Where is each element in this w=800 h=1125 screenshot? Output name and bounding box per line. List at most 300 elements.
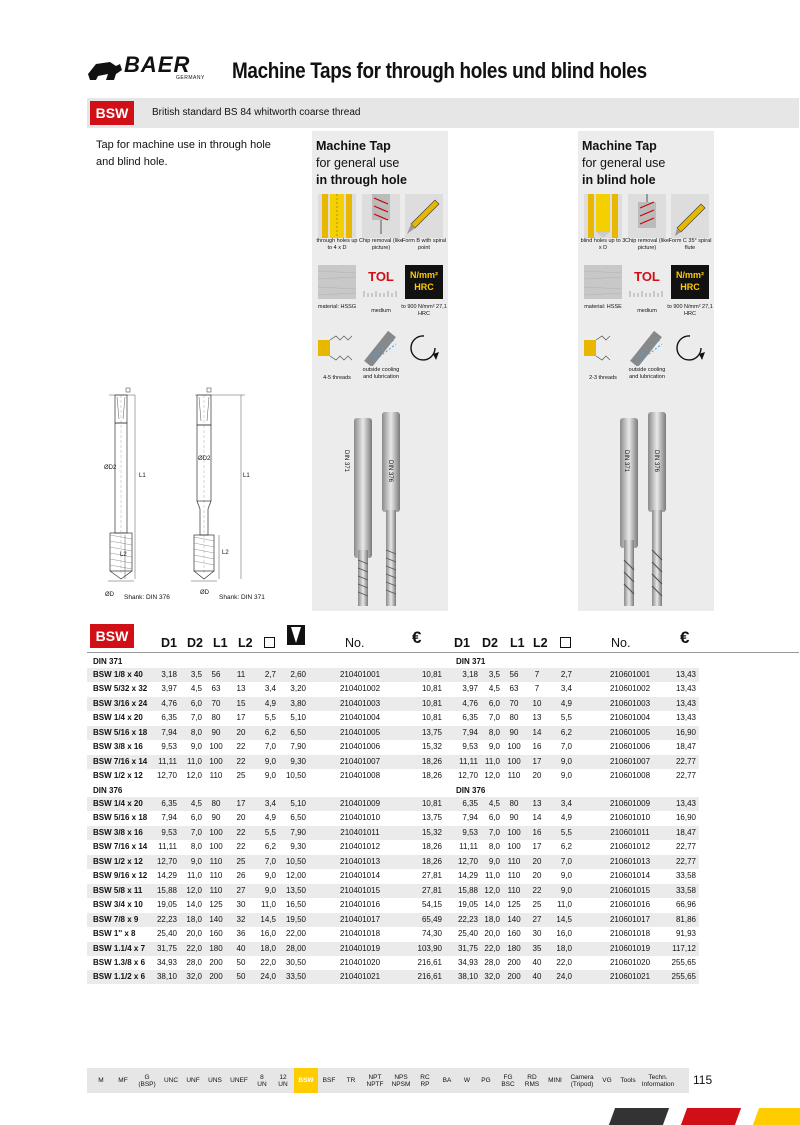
row-cell: 210601011: [610, 827, 650, 837]
row-cell: 4,9: [560, 813, 572, 823]
row-cell: 13: [532, 713, 542, 723]
row-size: BSW 3/8 x 16: [93, 827, 143, 837]
row-cell: 31,75: [156, 943, 177, 953]
row-cell: 80: [509, 713, 519, 723]
row-cell: 210401012: [339, 842, 381, 852]
row-cell: 9,0: [488, 856, 500, 866]
row-size: BSW 7/16 x 14: [93, 756, 148, 766]
row-cell: 9,0: [264, 871, 276, 881]
row-cell: 210601008: [609, 771, 651, 781]
panel2-cap-hrc: to 900 N/mm² 27,1 HRC: [667, 304, 713, 317]
row-cell: 3,18: [462, 670, 478, 679]
nav-item-rd[interactable]: RD RMS: [524, 1073, 540, 1088]
row-cell: 210601017: [609, 914, 651, 924]
row-cell: 16,0: [260, 929, 276, 939]
nav-item-tools[interactable]: Tools: [620, 1077, 636, 1084]
blind-hole-icon: [584, 194, 622, 238]
row-cell: 13,43: [675, 799, 696, 808]
row-cell: 3,80: [290, 698, 306, 708]
row-cell: 9,53: [462, 827, 478, 837]
row-cell: 200: [507, 957, 521, 967]
th-d2-right: D2: [482, 636, 498, 650]
row-cell: 210601005: [609, 727, 651, 737]
row-cell: 34,93: [156, 957, 177, 967]
row-cell: 110: [209, 856, 223, 866]
row-cell: 18,0: [260, 943, 276, 953]
row-cell: 10,50: [285, 856, 306, 866]
row-cell: 35: [532, 943, 542, 953]
row-cell: 90: [509, 813, 519, 823]
row-cell: 160: [209, 929, 223, 939]
row-cell: 5,10: [290, 799, 306, 808]
row-cell: 26: [236, 871, 246, 881]
nav-item-12[interactable]: 12 UN: [278, 1073, 288, 1088]
nav-item-techn[interactable]: Techn. Information: [641, 1073, 675, 1088]
row-size: BSW 3/8 x 16: [93, 742, 143, 752]
row-cell: 13,43: [675, 713, 696, 723]
row-cell: 22: [236, 842, 246, 852]
brand-name: BAER: [124, 52, 191, 77]
row-cell: 3,4: [560, 799, 572, 808]
row-cell: 103,90: [417, 943, 442, 953]
nav-item-unf[interactable]: UNF: [186, 1077, 200, 1084]
row-cell: 10,81: [421, 698, 442, 708]
row-cell: 22,23: [156, 914, 177, 924]
table-row: [87, 884, 699, 898]
row-cell: 9,0: [560, 756, 572, 766]
row-cell: 210401014: [339, 871, 381, 881]
row-cell: 7: [534, 670, 540, 679]
nav-item-bsf[interactable]: BSF: [322, 1077, 336, 1084]
row-cell: 210401007: [339, 756, 381, 766]
row-size: BSW 3/16 x 24: [93, 698, 148, 708]
row-cell: 22,77: [675, 856, 696, 866]
row-cell: 210401008: [339, 771, 381, 781]
row-cell: 17: [532, 842, 542, 852]
square-shank-icon-2: [560, 637, 571, 648]
row-cell: 100: [209, 842, 223, 852]
row-cell: 14,0: [186, 900, 202, 910]
row-cell: 125: [507, 900, 521, 910]
row-cell: 210601014: [609, 871, 651, 881]
tolerance-tol: TOL: [368, 269, 394, 284]
table-row: [87, 927, 699, 941]
row-cell: 14,5: [260, 914, 276, 924]
th-euro-right: €: [680, 628, 690, 647]
panel2-photo-label-371: DIN 371: [623, 450, 629, 473]
row-cell: 210401001: [339, 670, 381, 679]
row-cell: 100: [507, 842, 521, 852]
brand-sub: GERMANY: [176, 75, 205, 81]
panel1-cap-material: material: HSSG: [317, 304, 357, 310]
row-cell: 25,40: [156, 929, 177, 939]
row-cell: 6,35: [462, 799, 478, 808]
row-cell: 210601021: [609, 972, 651, 982]
row-size: BSW 1.1/2 x 6: [93, 972, 146, 982]
row-cell: 100: [507, 827, 521, 837]
hrc-bottom-2: HRC: [680, 282, 700, 292]
nav-item-g[interactable]: G (BSP): [138, 1073, 156, 1088]
row-cell: 7,90: [290, 827, 306, 837]
tolerance-scale-icon: [362, 289, 400, 297]
row-cell: 56: [211, 670, 221, 679]
table-row: [87, 755, 699, 769]
row-size: BSW 1/8 x 40: [93, 670, 143, 679]
row-cell: 34,93: [457, 957, 478, 967]
row-cell: 9,30: [290, 756, 306, 766]
nav-item-pg[interactable]: PG: [481, 1077, 491, 1084]
row-cell: 18,26: [421, 842, 442, 852]
row-cell: 117,12: [672, 943, 696, 953]
row-cell: 30,50: [285, 957, 306, 967]
row-cell: 22,77: [675, 756, 696, 766]
row-cell: 11,11: [158, 756, 177, 766]
nav-item-bsw[interactable]: BSW: [294, 1068, 318, 1093]
row-cell: 7,0: [560, 742, 572, 752]
row-cell: 110: [209, 771, 223, 781]
threads-icon-2: [584, 330, 622, 366]
row-cell: 90: [509, 727, 519, 737]
page-title: Machine Taps for through holes und blind holes: [232, 58, 647, 83]
panel1-title-sub: for general use: [316, 156, 400, 170]
panel1-title-use: in through hole: [316, 173, 407, 187]
row-cell: 63: [509, 684, 519, 694]
row-cell: 80: [509, 799, 519, 808]
row-cell: 7,0: [264, 856, 276, 866]
row-cell: 9,0: [264, 885, 276, 895]
row-cell: 4,76: [462, 698, 478, 708]
row-size: BSW 3/4 x 10: [93, 900, 143, 910]
row-cell: 40: [532, 957, 542, 967]
row-cell: 125: [209, 900, 223, 910]
hrc-box-2: [671, 265, 709, 299]
rotation-icon: [405, 330, 443, 366]
row-cell: 6,50: [290, 727, 306, 737]
row-cell: 20: [532, 856, 542, 866]
row-cell: 160: [507, 929, 521, 939]
table-row: [87, 913, 699, 927]
row-cell: 210601002: [609, 684, 651, 694]
material-icon: [318, 265, 356, 299]
row-cell: 12,0: [186, 885, 202, 895]
row-cell: 180: [209, 943, 223, 953]
row-size: BSW 5/32 x 32: [93, 684, 148, 694]
th-euro-left: €: [412, 628, 422, 647]
dim-d2-right: ØD2: [198, 456, 211, 462]
row-cell: 22,23: [457, 914, 478, 924]
row-cell: 70: [211, 698, 221, 708]
panel2-cap-material: material: HSSE: [584, 304, 622, 310]
table-row: [87, 956, 699, 970]
row-cell: 16: [532, 827, 542, 837]
row-cell: 15: [236, 698, 246, 708]
row-cell: 7,94: [462, 727, 478, 737]
nav-item-uns[interactable]: UNS: [208, 1077, 222, 1084]
row-cell: 18,47: [675, 827, 696, 837]
nav-item-npt[interactable]: NPT NPTF: [366, 1073, 384, 1088]
row-cell: 210601015: [609, 885, 651, 895]
row-cell: 38,10: [457, 972, 478, 982]
row-cell: 12,0: [484, 771, 500, 781]
row-cell: 6,2: [264, 727, 276, 737]
row-cell: 22,77: [675, 842, 696, 852]
row-cell: 6,35: [161, 713, 177, 723]
panel1-cap-hrc: to 900 N/mm² 27,1 HRC: [401, 304, 447, 317]
row-cell: 11,0: [485, 871, 500, 881]
nav-item-rc[interactable]: RC RP: [420, 1073, 430, 1088]
row-cell: 66,96: [675, 900, 696, 910]
row-cell: 19,05: [457, 900, 478, 910]
row-cell: 7: [534, 684, 540, 694]
group-title-right: DIN 376: [456, 786, 486, 795]
row-cell: 8,0: [190, 842, 202, 852]
nav-item-m[interactable]: M: [98, 1077, 104, 1084]
row-cell: 80: [211, 713, 221, 723]
nav-item-ba[interactable]: BA: [442, 1077, 452, 1084]
th-d2-left: D2: [187, 636, 203, 650]
row-cell: 110: [507, 771, 521, 781]
row-cell: 210601018: [609, 929, 651, 939]
row-cell: 25,40: [457, 929, 478, 939]
row-cell: 5,10: [290, 713, 306, 723]
row-cell: 12,0: [484, 885, 500, 895]
row-cell: 9,0: [264, 771, 276, 781]
row-cell: 5,5: [560, 713, 572, 723]
row-cell: 255,65: [671, 957, 696, 967]
panel2-cap-blind: blind holes up to 3 x D: [580, 238, 626, 251]
panel1-title: [316, 138, 407, 189]
row-cell: 216,61: [417, 957, 442, 967]
row-cell: 110: [209, 871, 223, 881]
row-cell: 22: [236, 756, 246, 766]
row-cell: 40: [236, 943, 246, 953]
nav-item-unef[interactable]: UNEF: [230, 1077, 248, 1084]
row-cell: 32,0: [186, 972, 202, 982]
row-cell: 210401006: [339, 742, 381, 752]
row-cell: 28,0: [186, 957, 202, 967]
row-cell: 7,0: [264, 742, 276, 752]
row-cell: 4,9: [264, 698, 276, 708]
row-cell: 28,00: [285, 943, 306, 953]
row-cell: 16,0: [556, 929, 572, 939]
panel1-photo-label-376: DIN 376: [387, 460, 393, 483]
row-cell: 3,18: [161, 670, 177, 679]
dim-l2-left: L2: [120, 552, 127, 558]
row-size: BSW 5/8 x 11: [93, 885, 143, 895]
row-cell: 3,4: [560, 684, 572, 694]
panel1-cap-tol: medium: [371, 308, 391, 314]
panel2-title-main: Machine Tap: [582, 139, 657, 153]
nav-item-vg[interactable]: VG: [602, 1077, 612, 1084]
row-cell: 27: [236, 885, 246, 895]
nav-item-unc[interactable]: UNC: [163, 1077, 179, 1084]
row-cell: 210601007: [609, 756, 651, 766]
row-cell: 22,0: [186, 943, 202, 953]
row-cell: 20: [236, 727, 246, 737]
row-cell: 30: [236, 900, 246, 910]
standard-text: British standard BS 84 whitworth coarse thread: [152, 107, 361, 118]
row-cell: 5,5: [560, 827, 572, 837]
row-size: BSW 5/16 x 18: [93, 813, 148, 823]
row-cell: 210401009: [339, 799, 381, 808]
dim-d-left: ØD: [105, 592, 114, 598]
row-cell: 12,70: [457, 856, 478, 866]
row-cell: 36: [236, 929, 246, 939]
th-l2-left: L2: [238, 636, 253, 650]
row-cell: 11,0: [261, 900, 276, 910]
row-cell: 15,32: [421, 742, 442, 752]
row-cell: 6,0: [190, 813, 202, 823]
row-cell: 4,76: [161, 698, 177, 708]
row-cell: 100: [507, 742, 521, 752]
row-cell: 19,50: [285, 914, 306, 924]
row-cell: 100: [209, 756, 223, 766]
stripe-dark: [609, 1108, 669, 1125]
square-shank-icon: [264, 637, 275, 648]
row-cell: 33,58: [675, 885, 696, 895]
row-cell: 6,35: [161, 799, 177, 808]
row-cell: 6,2: [560, 842, 572, 852]
tap-photo-blind-icon: [606, 410, 686, 610]
shank-caption-376: Shank: DIN 376: [124, 594, 170, 601]
row-cell: 210401002: [339, 684, 381, 694]
panel2-cap-tol: medium: [637, 308, 657, 314]
row-cell: 6,35: [462, 713, 478, 723]
row-cell: 70: [509, 698, 519, 708]
row-cell: 200: [507, 972, 521, 982]
row-cell: 6,0: [190, 698, 202, 708]
row-cell: 81,86: [675, 914, 696, 924]
nav-item-w[interactable]: W: [463, 1077, 471, 1084]
row-cell: 20,0: [186, 929, 202, 939]
rotation-icon-2: [671, 330, 709, 366]
row-cell: 22,00: [285, 929, 306, 939]
chip-removal-icon-2: [628, 194, 666, 238]
shank-caption-371: Shank: DIN 371: [219, 594, 265, 601]
row-cell: 7,0: [190, 827, 202, 837]
chip-removal-icon: [362, 194, 400, 238]
cooling-icon: [362, 330, 400, 366]
row-cell: 11,0: [485, 756, 500, 766]
panel1-cap-chip: Chip removal (like picture): [358, 238, 403, 251]
row-cell: 18,26: [421, 771, 442, 781]
row-cell: 50: [236, 957, 246, 967]
material-icon-2: [584, 265, 622, 299]
nav-item-fg[interactable]: FG BSC: [501, 1073, 515, 1088]
stripe-yellow: [753, 1108, 800, 1125]
row-cell: 3,4: [264, 684, 276, 694]
chamfer-icon: [287, 625, 305, 645]
row-cell: 5,5: [264, 827, 276, 837]
row-size: BSW 7/16 x 14: [93, 842, 148, 852]
nav-item-mini[interactable]: MINI: [548, 1077, 562, 1084]
row-cell: 22: [236, 827, 246, 837]
row-cell: 100: [209, 742, 223, 752]
panel2-title-use: in blind hole: [582, 173, 656, 187]
row-cell: 7,90: [290, 742, 306, 752]
row-cell: 210601012: [609, 842, 651, 852]
row-cell: 14,29: [156, 871, 177, 881]
row-cell: 20: [236, 813, 246, 823]
row-cell: 18,26: [421, 856, 442, 866]
row-cell: 9,30: [290, 842, 306, 852]
row-cell: 8,0: [190, 727, 202, 737]
row-cell: 91,93: [675, 929, 696, 939]
nav-item-mf[interactable]: MF: [118, 1077, 128, 1084]
row-cell: 10,50: [285, 771, 306, 781]
spiral-flute-icon: [671, 194, 709, 238]
row-cell: 38,10: [156, 972, 177, 982]
nav-item-nps[interactable]: NPS NPSM: [391, 1073, 411, 1088]
row-cell: 210401019: [339, 943, 381, 953]
row-cell: 90: [211, 813, 221, 823]
row-cell: 18,0: [484, 914, 500, 924]
row-cell: 13,43: [675, 684, 696, 694]
through-hole-icon: [318, 194, 356, 238]
threads-icon: [318, 330, 356, 366]
row-cell: 140: [507, 914, 521, 924]
panel2-photo-label-376: DIN 376: [653, 450, 659, 473]
tap-photo-through-icon: [340, 410, 420, 610]
row-cell: 210401004: [339, 713, 381, 723]
row-cell: 210601010: [609, 813, 651, 823]
table-tag: BSW: [90, 624, 134, 648]
table-row: [87, 668, 699, 682]
tap-drawing-din376: [95, 385, 195, 595]
row-cell: 210401010: [339, 813, 381, 823]
row-cell: 15,88: [457, 885, 478, 895]
dim-d-right: ØD: [200, 590, 209, 596]
row-cell: 22,77: [675, 771, 696, 781]
row-cell: 11,0: [187, 756, 202, 766]
row-cell: 32: [236, 914, 246, 924]
row-cell: 9,53: [161, 742, 177, 752]
row-cell: 25: [236, 771, 246, 781]
row-cell: 210601001: [609, 670, 651, 679]
row-cell: 20,0: [484, 929, 500, 939]
nav-item-8[interactable]: 8 UN: [257, 1073, 267, 1088]
th-no-left: No.: [345, 636, 365, 650]
row-cell: 7,0: [488, 827, 500, 837]
row-cell: 110: [209, 885, 223, 895]
row-cell: 22,0: [556, 957, 572, 967]
row-cell: 17: [236, 713, 246, 723]
row-cell: 4,5: [190, 684, 202, 694]
table-row: [87, 970, 699, 984]
panel2-title: [582, 138, 665, 189]
row-cell: 200: [209, 972, 223, 982]
row-cell: 22,0: [484, 943, 500, 953]
row-cell: 4,9: [264, 813, 276, 823]
table-row: [87, 869, 699, 883]
row-cell: 210601003: [609, 698, 651, 708]
panel2-cap-cooling: outside cooling and lubrication: [628, 367, 666, 380]
row-cell: 200: [209, 957, 223, 967]
row-cell: 2,7: [560, 670, 572, 679]
row-cell: 16: [532, 742, 542, 752]
page-number: 115: [693, 1073, 713, 1087]
row-cell: 11,11: [459, 756, 478, 766]
row-cell: 50: [236, 972, 246, 982]
nav-item-camera[interactable]: Camera (Tripod): [570, 1073, 594, 1088]
row-cell: 14,0: [484, 900, 500, 910]
nav-item-tr[interactable]: TR: [346, 1077, 356, 1084]
th-l1-left: L1: [213, 636, 228, 650]
row-size: BSW 1.3/8 x 6: [93, 957, 146, 967]
table-row: [87, 826, 699, 840]
row-cell: 4,9: [560, 698, 572, 708]
group-title-left: DIN 371: [93, 657, 123, 666]
